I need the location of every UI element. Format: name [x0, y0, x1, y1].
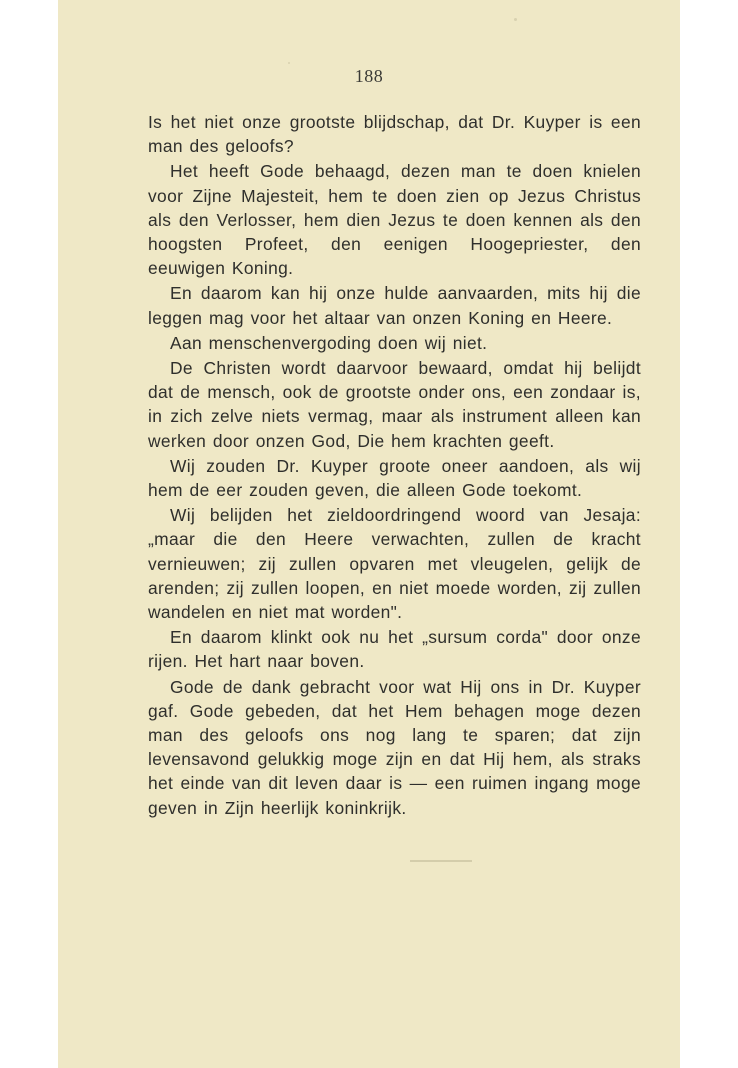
paragraph: Gode de dank gebracht voor wat Hij ons in Dr. Kuyper gaf. Gode gebeden, dat het Hem behagen moge dezen man des geloofs ons nog lang te sparen; dat zijn levensavond gelukkig moge zijn en dat Hij hem, als straks het einde van dit leven daar is — een ruimen ingang moge geven in Zijn heerlijk koninkrijk. [148, 676, 641, 818]
paper-speck [514, 18, 517, 21]
page-number: 188 [354, 66, 384, 86]
paragraph: Wij zouden Dr. Kuyper groote oneer aandoen, als wij hem de eer zouden geven, die alleen Gode toekomt. [148, 455, 641, 501]
paragraph: De Christen wordt daarvoor bewaard, omdat hij belijdt dat de mensch, ook de grootste onder ons, een zondaar is, in zich zelve niets vermag, maar als instrument alleen kan werken door onzen God, Die hem krachten geeft. [148, 358, 641, 451]
paper-speck [288, 62, 290, 64]
paragraph: Aan menschenvergoding doen wij niet. [170, 332, 488, 353]
paragraph: Is het niet onze grootste blijdschap, dat Dr. Kuyper is een man des geloofs? [148, 112, 641, 157]
body-text [148, 110, 641, 821]
paragraph: En daarom klinkt ook nu het „sursum corda" door onze rijen. Het hart naar boven. [148, 627, 641, 672]
paragraph: Wij belijden het zieldoordringend woord van Jesaja: „maar die den Heere verwachten, zullen de kracht vernieuwen; zij zullen opvaren met vleugelen, gelijk de arenden; zij zullen loopen, en niet moede worden, zij zullen wandelen en niet mat worden". [148, 505, 641, 623]
paragraph: Het heeft Gode behaagd, dezen man te doen knielen voor Zijne Majesteit, hem te doen zien op Jezus Christus als den Verlosser, hem dien Jezus te doen kennen als den hoogsten Profeet, den eenigen Hoogepriester, den eeuwigen Koning. [148, 161, 641, 279]
ink-smudge [410, 860, 472, 862]
paragraph: En daarom kan hij onze hulde aanvaarden, mits hij die leggen mag voor het altaar van onzen Koning en Heere. [148, 283, 641, 328]
